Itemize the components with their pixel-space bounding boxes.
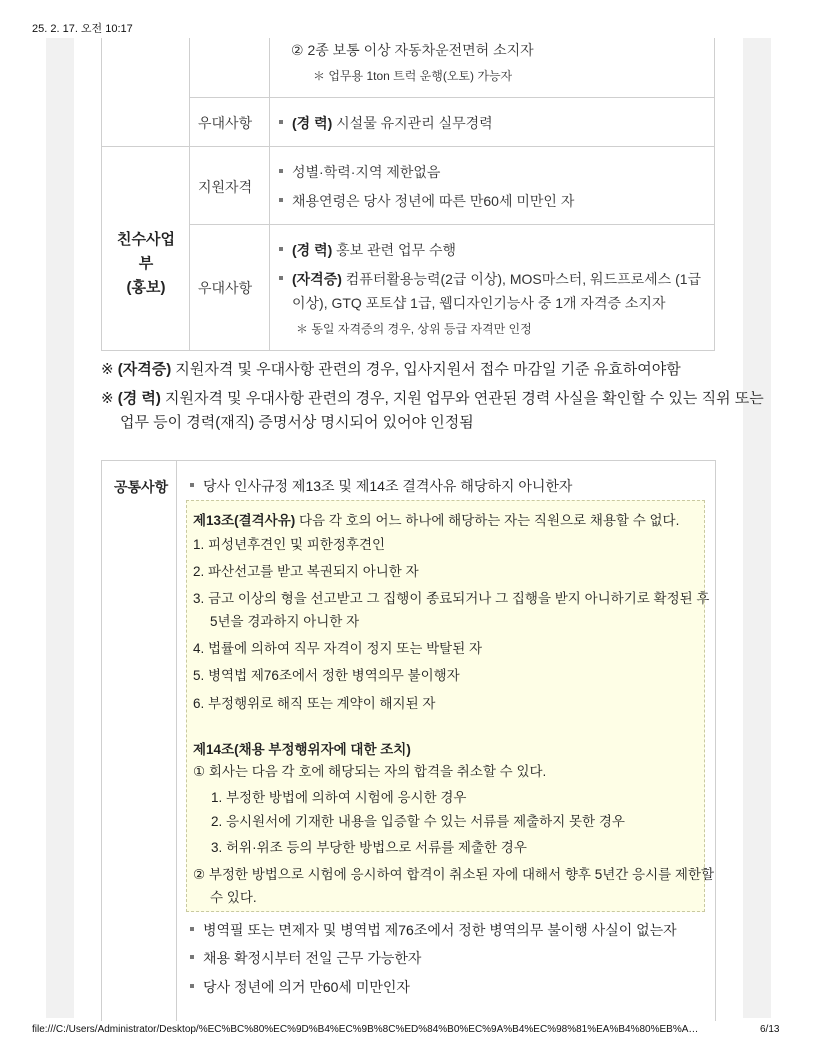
common-item: 당사 정년에 의거 만60세 미만인자: [190, 977, 410, 997]
qualification-item: 채용연령은 당사 정년에 따른 만60세 미만인 자: [279, 191, 574, 211]
row1-label: 우대사항: [198, 115, 253, 131]
article-13-item: 2. 파산선고를 받고 복권되지 아니한 자: [193, 564, 419, 579]
preference-item: (자격증) 컴퓨터활용능력(2급 이상), MOS마스터, 워드프로세스 (1급: [279, 269, 701, 289]
article-14-para-cont: 수 있다.: [210, 890, 257, 905]
bullet-icon: [279, 120, 283, 124]
article-13-item: 6. 부정행위로 해직 또는 계약이 해지된 자: [193, 696, 436, 711]
article-14-heading: 제14조(채용 부정행위자에 대한 조치): [193, 742, 411, 757]
article-14-subitem: 3. 허위·위조 등의 부당한 방법으로 서류를 제출한 경우: [211, 840, 527, 855]
note-career-cont: 업무 등이 경력(재직) 증명서상 명시되어 있어야 인정됨: [120, 414, 474, 431]
recruitment-table: [101, 38, 715, 350]
article-13-item: 4. 법률에 의하여 직무 자격이 정지 또는 박탈된 자: [193, 641, 483, 656]
article-14-subitem: 1. 부정한 방법에 의하여 시험에 응시한 경우: [211, 790, 467, 805]
bullet-icon: [279, 169, 283, 173]
article-14-para: ① 회사는 다음 각 호에 해당되는 자의 합격을 취소할 수 있다.: [193, 764, 547, 779]
bullet-icon: [279, 198, 283, 202]
license-requirement: ② 2종 보통 이상 자동차운전면허 소지자: [291, 42, 534, 58]
article-13-item: 5. 병역법 제76조에서 정한 병역의무 불이행자: [193, 668, 460, 683]
common-item: 병역필 또는 면제자 및 병역법 제76조에서 정한 병역의무 불이행 사실이 없는자: [190, 920, 677, 940]
article-13-heading: 제13조(결격사유) 다음 각 호의 어느 하나에 해당하는 자는 직원으로 채용할 수 없다.: [193, 513, 680, 528]
page-number: 6/13: [760, 1024, 780, 1035]
article-13-item: 1. 피성년후견인 및 피한정후견인: [193, 537, 386, 552]
common-item: 채용 확정시부터 전일 근무 가능한자: [190, 948, 421, 968]
bullet-icon: [190, 984, 194, 988]
article-13-item-cont: 5년을 경과하지 아니한 자: [210, 614, 360, 629]
note-career: ※ (경 력) 지원자격 및 우대사항 관련의 경우, 지원 업무와 연관된 경력 사실을 확인할 수 있는 직위 또는: [101, 390, 764, 407]
common-item: 당사 인사규정 제13조 및 제14조 결격사유 해당하지 아니한자: [190, 476, 572, 496]
preference-label: 우대사항: [198, 280, 253, 296]
article-14-subitem: 2. 응시원서에 기재한 내용을 입증할 수 있는 서류를 제출하지 못한 경우: [211, 814, 625, 829]
article-14-para: ② 부정한 방법으로 시험에 응시하여 합격이 취소된 자에 대해서 향후 5년간 응시를 제한할: [193, 867, 715, 882]
section-title: 친수사업부 (홍보): [117, 231, 175, 296]
qualification-item: 성별·학력·지역 제한없음: [279, 162, 440, 182]
note-certificate: ※ (자격증) 지원자격 및 우대사항 관련의 경우, 입사지원서 접수 마감일 기준 유효하여야함: [101, 361, 681, 378]
bullet-icon: [279, 247, 283, 251]
page-margin-left: [46, 38, 74, 1018]
row1-preference: (경 력) 시설물 유지관리 실무경력: [279, 113, 493, 133]
preference-item-cont: 이상), GTQ 포토샵 1급, 웹디자인기능사 중 1개 자격증 소지자: [292, 295, 666, 311]
article-13-item: 3. 금고 이상의 형을 선고받고 그 집행이 종료되거나 그 집행을 받지 아니하기로 확정된 후: [193, 591, 710, 606]
preference-note: ＊ 동일 자격증의 경우, 상위 등급 자격만 인정: [296, 322, 532, 336]
bullet-icon: [190, 483, 194, 487]
bullet-icon: [279, 276, 283, 280]
bullet-icon: [190, 955, 194, 959]
preference-item: (경 력) 홍보 관련 업무 수행: [279, 240, 456, 260]
page-margin-right: [743, 38, 771, 1018]
license-note: ＊ 업무용 1ton 트럭 운행(오토) 가능자: [313, 69, 513, 83]
print-url: file:///C:/Users/Administrator/Desktop/%EC%BC%80%EC%9D%B4%EC%9B%8C%ED%84%B0%EC%9A%B4%EC%98%81%EA%B4%80%EB%A…: [32, 1024, 699, 1035]
qualification-label: 지원자격: [198, 179, 253, 195]
bullet-icon: [190, 927, 194, 931]
print-datetime: 25. 2. 17. 오전 10:17: [32, 23, 133, 35]
common-label: 공통사항: [102, 461, 177, 1021]
